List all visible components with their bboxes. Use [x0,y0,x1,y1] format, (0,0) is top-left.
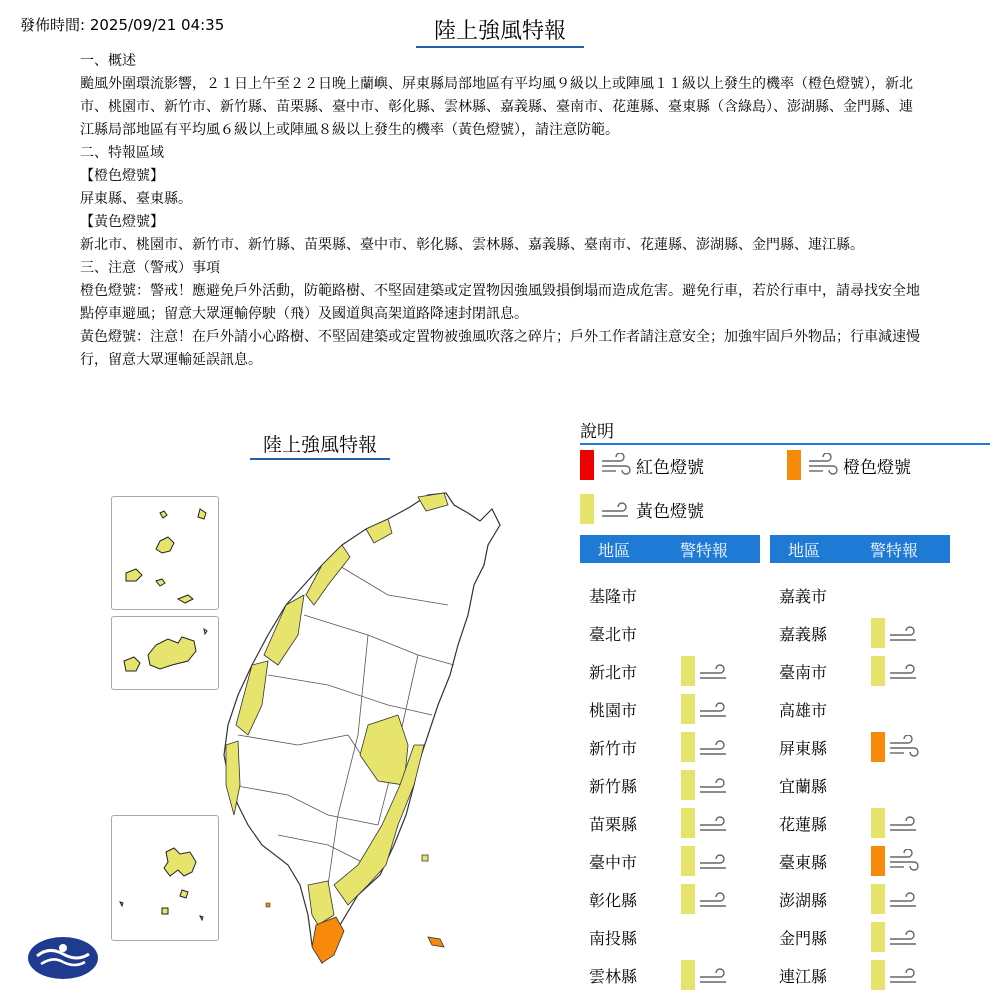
table-row [770,884,940,914]
header-region: 地區 [788,540,821,560]
region-name: 桃園市 [589,700,638,720]
warning-indicator [681,732,730,762]
orange-areas: 屏東縣、臺東縣。 [80,191,192,207]
legend-yellow-label: 黃色燈號 [636,501,704,522]
orange-swatch [871,846,885,876]
table-row [580,732,750,762]
legend-heading: 說明 [580,417,990,445]
taiwan-island-outline [224,493,500,963]
wind-light-icon [698,887,730,911]
table-row [770,770,940,800]
region-name: 連江縣 [779,966,828,986]
orange-swatch [787,450,801,480]
table-row [770,656,940,686]
inset-kinmen [111,616,219,690]
table-row [770,580,940,610]
region-name: 高雄市 [779,700,828,720]
wind-light-icon [888,621,920,645]
region-name: 臺東縣 [779,852,828,872]
table-row [580,694,750,724]
warning-indicator [871,846,920,876]
wind-light-icon [888,887,920,911]
yellow-swatch [871,884,885,914]
yellow-swatch [681,846,695,876]
table-row [770,618,940,648]
table-row [580,884,750,914]
header-warning: 警特報 [870,540,919,560]
table-row [580,960,750,990]
yellow-swatch [871,656,885,686]
wind-light-icon [698,963,730,987]
yellow-swatch [871,618,885,648]
table-row [770,732,940,762]
legend-orange [787,450,911,480]
legend-red-label: 紅色燈號 [636,457,704,478]
overview-text: 颱風外圍環流影響，２１日上午至２２日晚上蘭嶼、屏東縣局部地區有平均風９級以上或陣風１１級以上發生的機率（橙色燈號），新北市、桃園市、新竹市、新竹縣、苗栗縣、臺中市、彰化縣、雲林縣、嘉義縣、臺南市、花蓮縣、臺東縣（含綠島）、澎湖縣、金門縣、連江縣局部地區有平均風６級以上或陣風８級以上發生的機率（黃色燈號），請注意防範。 [80,76,913,138]
yellow-swatch [681,656,695,686]
yellow-swatch [871,922,885,952]
taiwan-map [218,485,518,965]
wind-medium-icon [888,849,920,873]
orange-label: 【橙色燈號】 [80,168,164,184]
table-row [580,656,750,686]
table-row [770,846,940,876]
warning-indicator [871,732,920,762]
overview-heading: 一、概述 [80,53,136,69]
yellow-swatch [681,732,695,762]
yellow-notice: 黃色燈號：注意！在戶外請小心路樹、不堅固建築或定置物被強風吹落之碎片；戶外工作者請注意安全；加強牢固戶外物品；行車減速慢行，留意大眾運輸延誤訊息。 [80,329,920,368]
region-name: 雲林縣 [589,966,638,986]
region-name: 臺北市 [589,624,638,644]
notice-heading: 三、注意（警戒）事項 [80,260,220,276]
warning-indicator [681,656,730,686]
table-row [580,922,750,952]
region-name: 臺中市 [589,852,638,872]
wind-light-icon [698,811,730,835]
orange-area-lanyu [428,937,444,947]
region-name: 新竹縣 [589,776,638,796]
yellow-label: 【黃色燈號】 [80,214,164,230]
table-header-right [770,535,950,563]
yellow-swatch [871,808,885,838]
wind-light-icon [888,811,920,835]
issue-time: 發佈時間: 2025/09/21 04:35 [20,16,225,34]
table-row [580,580,750,610]
warning-indicator [871,922,920,952]
header-warning: 警特報 [680,540,729,560]
region-name: 彰化縣 [589,890,638,910]
penghu-islands [112,816,218,940]
region-name: 南投縣 [589,928,638,948]
red-swatch [580,450,594,480]
yellow-areas: 新北市、桃園市、新竹市、新竹縣、苗栗縣、臺中市、彰化縣、雲林縣、嘉義縣、臺南市、花蓮縣、澎湖縣、金門縣、連江縣。 [80,237,864,253]
area-heading: 二、特報區域 [80,145,164,161]
yellow-swatch [681,960,695,990]
yellow-swatch [681,770,695,800]
region-name: 澎湖縣 [779,890,828,910]
wind-light-icon [698,735,730,759]
legend-orange-label: 橙色燈號 [843,457,911,478]
warning-indicator [871,618,920,648]
page-title: 陸上強風特報 [416,14,584,48]
warning-indicator [681,694,730,724]
region-name: 宜蘭縣 [779,776,828,796]
table-header-left [580,535,760,563]
wind-light-icon [698,849,730,873]
region-name: 花蓮縣 [779,814,828,834]
orange-notice: 橙色燈號：警戒！應避免戶外活動，防範路樹、不堅固建築或定置物因強風毀損倒塌而造成危害。避免行車，若於行車中，請尋找安全地點停車避風；留意大眾運輸停駛（飛）及國道與高架道路降速封閉訊息。 [80,283,920,322]
region-name: 金門縣 [779,928,828,948]
warning-indicator [871,884,920,914]
region-name: 新北市 [589,662,638,682]
table-row [770,808,940,838]
yellow-swatch [580,494,594,524]
inset-matsu [111,496,219,610]
table-row [580,770,750,800]
yellow-swatch [871,960,885,990]
legend-yellow [580,494,704,524]
warning-indicator [871,656,920,686]
kinmen-islands [112,617,218,689]
orange-swatch [871,732,885,762]
wind-light-icon [888,659,920,683]
table-row [580,846,750,876]
region-name: 屏東縣 [779,738,828,758]
matsu-islands [112,497,218,609]
warning-indicator [681,884,730,914]
yellow-swatch [681,884,695,914]
wind-light-icon [698,773,730,797]
wind-light-icon [698,697,730,721]
region-name: 新竹市 [589,738,638,758]
warning-indicator [681,808,730,838]
region-name: 臺南市 [779,662,828,682]
warning-indicator [681,960,730,990]
yellow-swatch [681,808,695,838]
inset-penghu [111,815,219,941]
table-row [580,618,750,648]
map-title: 陸上強風特報 [250,430,390,460]
table-row [770,694,940,724]
yellow-swatch [681,694,695,724]
wind-strong-icon [600,453,632,477]
warning-indicator [681,846,730,876]
wind-light-icon [600,497,632,521]
wind-light-icon [698,659,730,683]
region-name: 嘉義市 [779,586,828,606]
table-row [580,808,750,838]
table-row [770,960,940,990]
wind-medium-icon [807,453,839,477]
wind-medium-icon [888,735,920,759]
warning-indicator [871,960,920,990]
warning-indicator [681,770,730,800]
yellow-area-ludao [422,855,428,861]
wind-light-icon [888,963,920,987]
warning-indicator [871,808,920,838]
table-row [770,922,940,952]
region-name: 基隆市 [589,586,638,606]
header-region: 地區 [598,540,631,560]
region-name: 嘉義縣 [779,624,828,644]
bulletin-text [80,50,922,372]
legend-red [580,450,704,480]
region-name: 苗栗縣 [589,814,638,834]
cwa-logo [27,936,99,980]
wind-light-icon [888,925,920,949]
